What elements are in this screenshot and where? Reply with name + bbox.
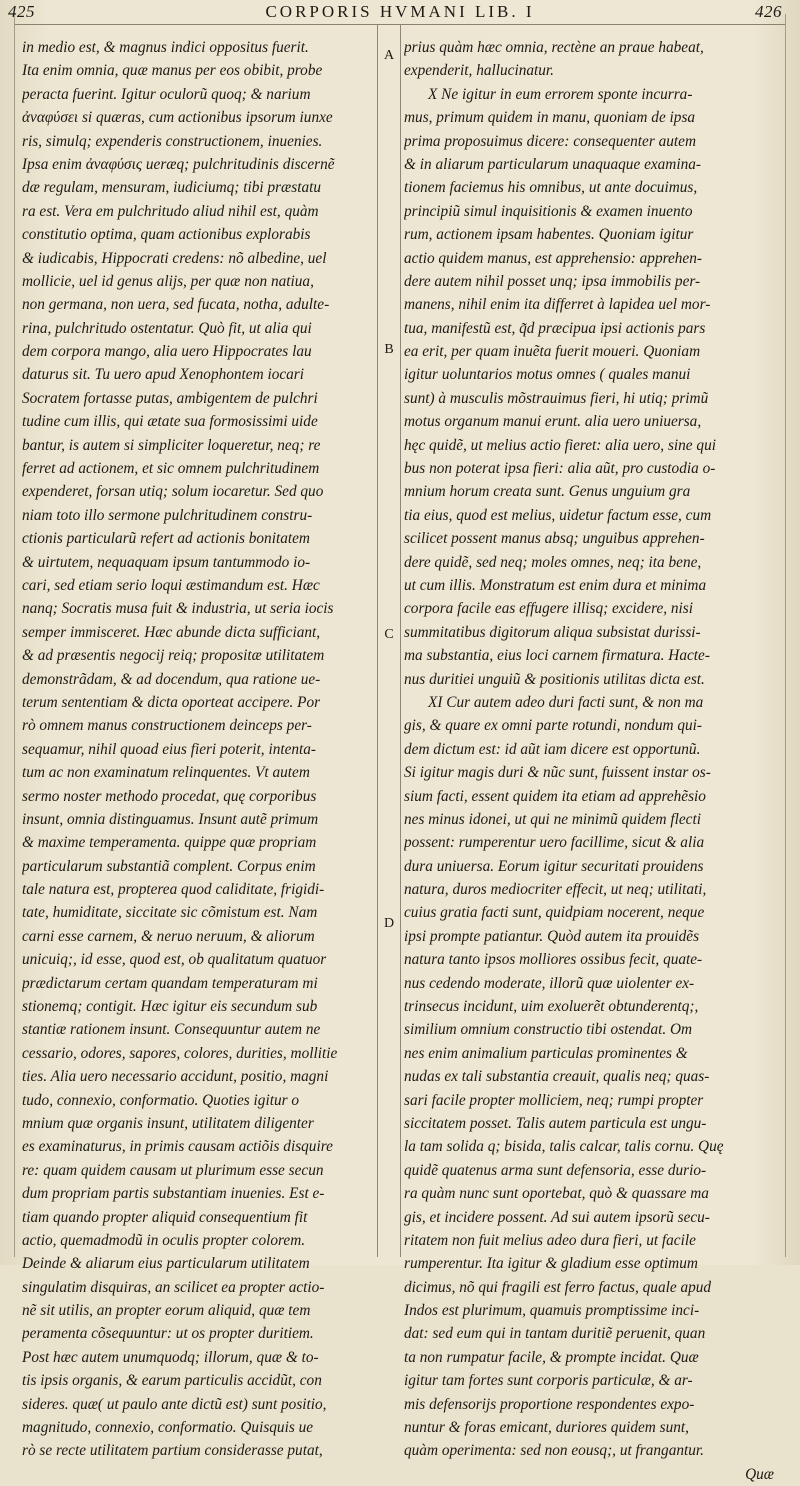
text-line: carni esse carnem, & neruo neruum, & aliorum: [22, 927, 315, 945]
folio-left: 425: [8, 2, 35, 21]
text-line: gis, & quare ex omni parte rotundi, nondum qui-: [404, 717, 702, 735]
text-line: Ipsa enim ἀναφύσις ueræq; pulchritudinis discernẽ: [22, 155, 335, 173]
text-line: rò omnem manus constructionem deinceps per-: [22, 717, 312, 735]
text-line: Si igitur magis duri & nũc sunt, fuissent instar os-: [404, 764, 711, 782]
text-line: mus, primum quidem in manu, quoniam de ipsa: [404, 109, 696, 127]
text-line: actio quidem manus, est apprehensio: apprehen-: [404, 249, 702, 267]
text-line: bus non poterat ipsa fieri: alia aũt, pro custodia o-: [404, 460, 716, 478]
text-line: possent: rumperentur uero facillime, sicut & alia: [404, 834, 705, 852]
text-line: terum sententiam & dicta oporteat accipere. Por: [22, 693, 321, 711]
text-line: Ita enim omnia, quæ manus per eos obibit, probe: [22, 62, 323, 80]
text-line: es examinaturus, in primis causam actiõis disquire: [22, 1138, 333, 1156]
text-line: tudo, connexio, conformatio. Quoties igitur o: [22, 1091, 300, 1109]
text-line: magnitudo, connexio, conformatio. Quisquis ue: [22, 1419, 314, 1437]
text-line: prædictarum certam quandam temperaturam mi: [22, 974, 318, 992]
text-line: & ad præsentis negocij reiq; propositæ utilitatem: [22, 647, 325, 665]
text-line: rò se recte utilitatem partium considerasse putat,: [22, 1442, 323, 1460]
text-line: ta non rumpatur facile, & prompte incidat. Quæ: [404, 1348, 699, 1366]
text-line: sideres. quæ( ut paulo ante dictũ est) sunt positio,: [22, 1395, 327, 1413]
text-line: tudine cum illis, qui ætate sua formosissimi uide: [22, 413, 318, 431]
text-line: igitur tam fortes sunt corporis particulæ, & ar-: [404, 1372, 693, 1390]
text-line: XI Cur autem adeo duri facti sunt, & non ma: [428, 693, 704, 711]
text-line: unicuiq;, id esse, quod est, ob qualitatum quatuor: [22, 951, 327, 969]
text-line: X Ne igitur in eum errorem sponte incurra-: [428, 85, 693, 103]
margin-marker-d: D: [383, 916, 395, 931]
text-line: dat: sed eum qui in tantam duritiẽ peruenit, quan: [404, 1325, 706, 1343]
text-line: mis defensorijs proportione respondentes expo-: [404, 1395, 695, 1413]
text-line: mollicie, uel id genus alijs, per quæ non natiua,: [22, 272, 314, 290]
text-line: corpora facile eas effugere illisq; excidere, nisi: [404, 600, 694, 618]
text-line: sermo noster methodo procedat, quę corporibus: [22, 787, 317, 805]
text-line: cuius gratia facti sunt, quidpiam nocerent, neque: [404, 904, 705, 922]
text-line: ut cum illis. Monstratum est enim dura et minima: [404, 576, 707, 594]
text-line: semper immisceret. Hæc abunde dicta sufficiant,: [22, 623, 321, 641]
text-line: niam toto illo sermone pulchritudinem constru-: [22, 506, 313, 524]
margin-marker-b: B: [384, 342, 394, 357]
text-line: manens, nihil enim ita differret à lapidea uel mor-: [404, 296, 711, 314]
text-line: ἀναφύσει si quæras, cum actionibus ipsorum iunxe: [22, 109, 333, 127]
text-line: particularum substantiã complent. Corpus enim: [22, 857, 316, 875]
text-line: tia eius, quod est melius, uidetur factum esse, cum: [404, 506, 712, 524]
text-line: ris, simulq; expenderis constructionem, inuenies.: [22, 132, 323, 150]
text-line: ea erit, per quam inuẽta fuerit moueri. Quoniam: [404, 343, 701, 361]
text-line: hęc quidẽ, ut melius actio fieret: alia uero, sine qui: [404, 436, 716, 454]
text-line: ctionis particularũ refert ad actionis bonitatem: [22, 530, 310, 548]
text-line: expenderet, forsan utiq; solum iocaretur. Sed quo: [22, 483, 324, 501]
text-line: dere quidẽ, sed neq; moles omnes, neq; ita bene,: [404, 553, 702, 571]
text-line: sunt) à musculis mõstrauimus fieri, hi utiq; primũ: [404, 389, 709, 407]
text-line: peramenta cõsequuntur: ut os propter duritiem.: [22, 1325, 314, 1343]
right-text-column: [404, 36, 774, 1486]
text-line: ties. Alia uero necessario accidunt, positio, magni: [22, 1068, 329, 1086]
left-text-column: [22, 36, 374, 1463]
text-line: natura, duros mediocriter effecit, ut neq; utilitati,: [404, 881, 707, 899]
text-line: Socratem fortasse putas, ambigentem de pulchri: [22, 389, 318, 407]
text-line: natura tanto ipsos molliores ossibus fecit, quate-: [404, 951, 703, 969]
text-line: non germana, non uera, sed fucata, notha, adulte-: [22, 296, 330, 314]
text-line: actio, quemadmodũ in oculis propter colorem.: [22, 1231, 306, 1249]
text-line: mnium horum creata sunt. Genus unguium gra: [404, 483, 691, 501]
text-line: stantiæ rationem insunt. Consequuntur autem ne: [22, 1021, 321, 1039]
text-line: dicimus, nõ qui fragili est ferro factus, quale apud: [404, 1278, 712, 1296]
text-line: Deinde & aliarum eius particularum utilitatem: [22, 1255, 310, 1273]
text-line: sari facile propter molliciem, neq; rumpi propter: [404, 1091, 704, 1109]
text-line: nus cedendo moderate, illorũ quæ uiolenter ex-: [404, 974, 695, 992]
text-line: singulatim disquiras, an scilicet ea propter actio-: [22, 1278, 325, 1296]
text-line: tionem faciemus his omnibus, ut ante docuimus,: [404, 179, 698, 197]
text-line: mnium quæ organis insunt, utilitatem diligenter: [22, 1114, 314, 1132]
text-line: & uirtutem, nequaquam ipsum tantummodo io-: [22, 553, 311, 571]
gutter-rule-right: [400, 24, 401, 1257]
text-line: scilicet possent manus absq; unguibus apprehen-: [404, 530, 705, 548]
text-line: Indos est plurimum, quamuis promptissime inci-: [404, 1302, 700, 1320]
text-line: nuntur & foras emicant, duriores quidem sunt,: [404, 1419, 689, 1437]
text-line: & iudicabis, Hippocrati credens: nõ albedine, uel: [22, 249, 327, 267]
text-line: rum, actionem ipsam habentes. Quoniam igitur: [404, 226, 694, 244]
text-line: stionemq; contigit. Hæc igitur eis secundum sub: [22, 998, 318, 1016]
left-rule: [14, 14, 15, 1257]
text-line: ma substantia, eius loci carnem firmatura. Hacte-: [404, 647, 710, 665]
text-line: constitutio optima, quam actionibus explorabis: [22, 226, 311, 244]
text-line: nes minus idonei, ut qui ne minimũ quidem flecti: [404, 810, 701, 828]
text-line: la tam solida q; bisida, talis calcar, talis cornu. Quę: [404, 1138, 724, 1156]
text-line: & in aliarum particularum unaquaque examina-: [404, 155, 701, 173]
text-line: tua, manifestũ est, q̃d præcipua ipsi actionis pars: [404, 319, 706, 337]
folio-right: 426: [755, 2, 782, 21]
text-line: nudas ex tali substantia creauit, qualis neq; quas-: [404, 1068, 710, 1086]
text-line: nes enim animalium particulas prominentes &: [404, 1044, 688, 1062]
text-line: peracta fuerint. Igitur oculorũ quoq; & narium: [22, 85, 311, 103]
text-line: nanq; Socratis musa fuit & industria, ut seria iocis: [22, 600, 334, 618]
text-line: ferret ad actionem, et sic omnem pulchritudinem: [22, 460, 320, 478]
text-line: tiam quando propter aliquid consequentium fit: [22, 1208, 308, 1226]
text-line: prima proposuimus dicere: consequenter autem: [404, 132, 697, 150]
text-line: dum propriam partis substantiam inuenies. Est e-: [22, 1185, 325, 1203]
text-line: rumperentur. Ita igitur & gladium esse optimum: [404, 1255, 698, 1273]
text-line: motus organum manui erunt. alia uero uniuersa,: [404, 413, 702, 431]
text-line: tis ipsis organis, & earum particulis accidũt, con: [22, 1372, 322, 1390]
text-line: ritatem non fuit melius adeo dura fieri, ut facile: [404, 1231, 696, 1249]
text-line: igitur uoluntarios motus omnes ( quales manui: [404, 366, 691, 384]
text-line: Post hæc autem unumquodq; illorum, quæ & to-: [22, 1348, 319, 1366]
margin-marker-a: A: [383, 48, 395, 63]
running-head: [0, 2, 800, 24]
text-line: bantur, is autem si simpliciter loqueretur, neq; re: [22, 436, 321, 454]
text-line: principiũ simul inquisitionis & examen inuento: [404, 202, 693, 220]
text-line: dere autem nihil posset unq; ipsa immobilis per-: [404, 272, 701, 290]
text-line: cari, sed etiam serio loqui æstimandum est. Hæc: [22, 576, 320, 594]
text-line: re: quam quidem causam ut plurimum esse secun: [22, 1161, 324, 1179]
text-line: sium facti, essent quidem ita etiam ad apprehẽsio: [404, 787, 706, 805]
text-line: daturus sit. Tu uero apud Xenophontem iocari: [22, 366, 304, 384]
text-line: similium omnium constructio tibi ostendat. Om: [404, 1021, 693, 1039]
text-line: dem dictum est: id aũt iam dicere est opportunũ.: [404, 740, 701, 758]
text-line: cessario, odores, sapores, colores, durities, mollitie: [22, 1044, 338, 1062]
text-line: sequamur, nihil quoad eius fieri poterit, intenta-: [22, 740, 317, 758]
text-line: tale natura est, propterea quod caliditate, frigidi-: [22, 881, 325, 899]
running-title: CORPORIS HVMANI LIB. I: [265, 2, 535, 21]
text-line: & maxime temperamenta. quippe quæ propriam: [22, 834, 317, 852]
text-line: expenderit, hallucinatur.: [404, 62, 554, 80]
text-line: insunt, omnia distinguamus. Insunt autẽ primum: [22, 810, 319, 828]
text-line: demonstrãdam, & ad docendum, qua ratione ue-: [22, 670, 321, 688]
text-line: tum ac non examinatum relinquentes. Vt autem: [22, 764, 310, 782]
text-line: siccitatem posset. Talis autem particula est ungu-: [404, 1114, 707, 1132]
text-line: trinsecus incidunt, uim exoluerẽt obtunderentq;,: [404, 998, 699, 1016]
text-line: nus duritiei unguiũ & positionis utilitas dicta est.: [404, 670, 705, 688]
text-line: nẽ sit utilis, an propter eorum aliquid, quæ tem: [22, 1302, 311, 1320]
text-line: rina, pulchritudo ostentatur. Quò fit, ut alia qui: [22, 319, 312, 337]
text-line: ra quàm nunc sunt oportebat, quò & quassare ma: [404, 1185, 709, 1203]
text-line: gis, et incidere possent. Ad sui autem ipsorũ secu-: [404, 1208, 710, 1226]
text-line: ipsi prompte patiantur. Quòd autem ita prouidẽs: [404, 927, 700, 945]
text-line: summitatibus digitorum aliqua subsistat durissi-: [404, 623, 701, 641]
text-line: quidẽ quatenus arma sunt defensoria, esse durio-: [404, 1161, 707, 1179]
catchword: Quæ: [745, 1465, 774, 1483]
text-line: dura uniuersa. Eorum igitur securitati prouidens: [404, 857, 704, 875]
right-rule: [785, 14, 786, 1257]
text-line: dæ regulam, mensuram, iudiciumq; tibi præstatu: [22, 179, 321, 197]
text-line: in medio est, & magnus indici oppositus fuerit.: [22, 39, 309, 56]
text-line: quàm operimenta: sed non eousq;, ut frangantur.: [404, 1442, 704, 1460]
text-line: ra est. Vera em pulchritudo aliud nihil est, quàm: [22, 202, 319, 220]
text-line: prius quàm hæc omnia, rectène an praue habeat,: [404, 39, 704, 56]
text-line: tate, humiditate, siccitate sic cõmistum est. Nam: [22, 904, 318, 922]
margin-marker-c: C: [384, 627, 394, 642]
text-line: dem corpora mango, alia uero Hippocrates lau: [22, 343, 312, 361]
